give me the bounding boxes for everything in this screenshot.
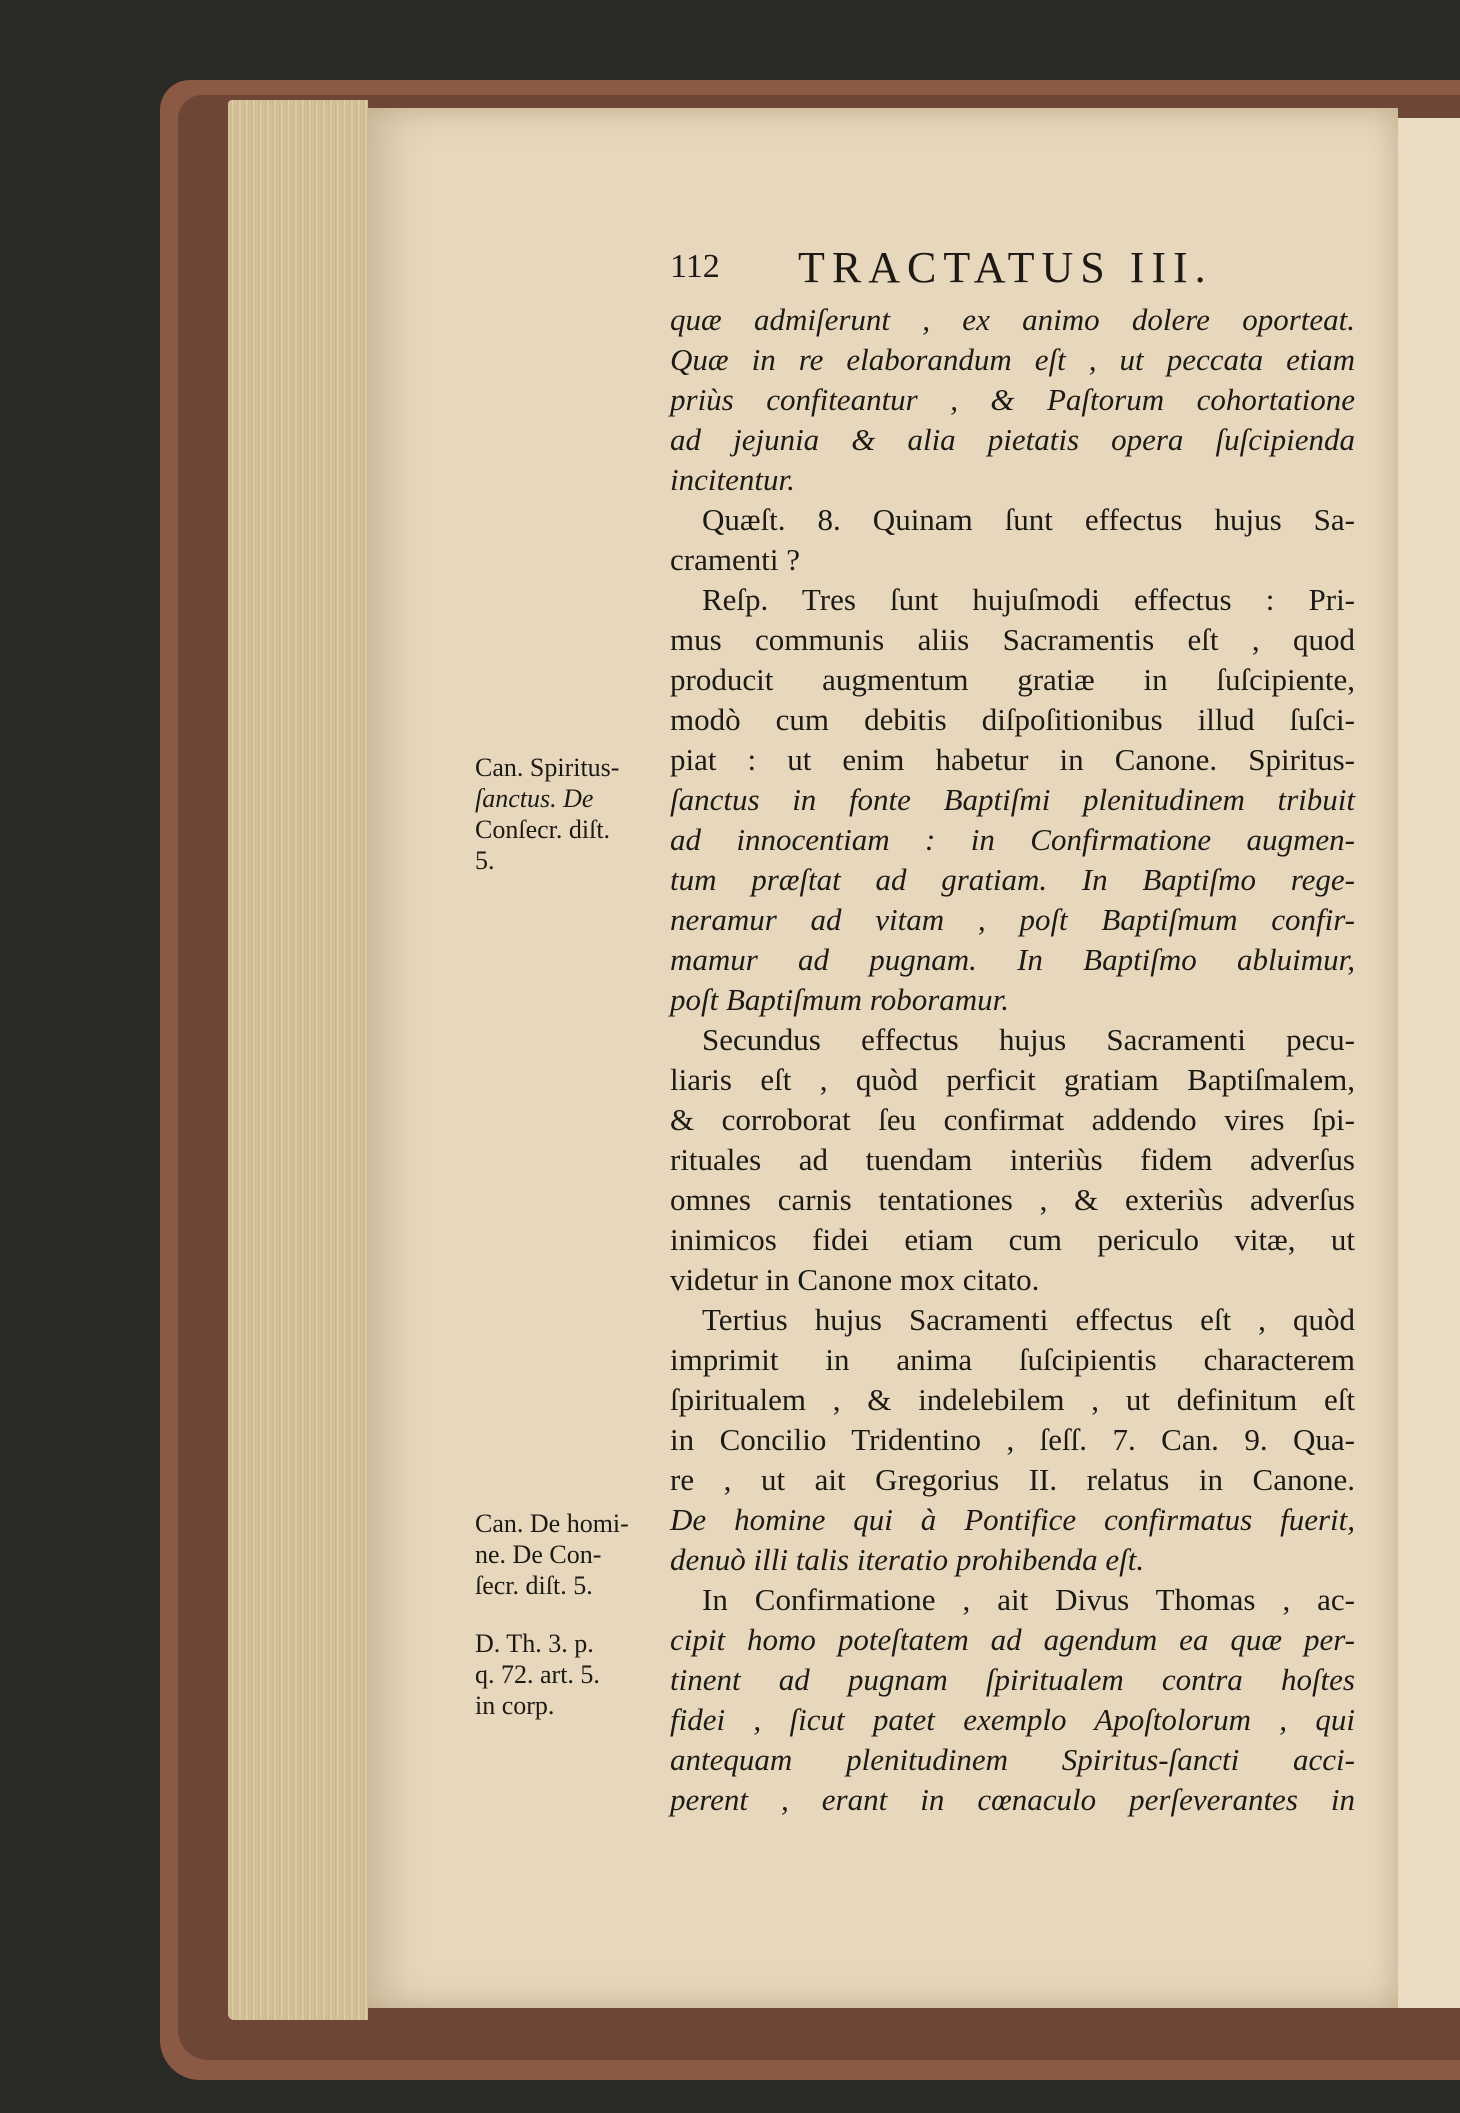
text-line: ſpiritualem , & indelebilem , ut definitum eſt <box>670 1382 1355 1417</box>
text-line: perent , erant in cœnaculo perſeverantes in <box>670 1782 1355 1817</box>
text-line: ſanctus in fonte Baptiſmi plenitudinem tribuit <box>670 782 1355 817</box>
margin-note-line: ne. De Con- <box>475 1540 602 1569</box>
text-line: modò cum debitis diſpoſitionibus illud ſuſci- <box>670 702 1355 737</box>
text-line: piat : ut enim habetur in Canone. Spiritus- <box>670 742 1355 777</box>
text-line: priùs confiteantur , & Paſtorum cohortatione <box>670 382 1355 417</box>
margin-note-line: D. Th. 3. p. <box>475 1629 594 1658</box>
text-line: inimicos fidei etiam cum periculo vitæ, ut <box>670 1222 1355 1257</box>
text-line: producit augmentum gratiæ in ſuſcipiente, <box>670 662 1355 697</box>
page-number: 112 <box>670 248 720 285</box>
margin-note-line: Can. De homi- <box>475 1509 629 1538</box>
page-edges <box>228 100 368 2020</box>
text-line: denuò illi talis iteratio prohibenda eſt. <box>670 1542 1145 1577</box>
text-line: imprimit in anima ſuſcipientis characterem <box>670 1342 1355 1377</box>
margin-note-line: 5. <box>475 846 495 875</box>
margin-note-line: q. 72. art. 5. <box>475 1660 600 1689</box>
text-line: Quæ in re elaborandum eſt , ut peccata etiam <box>670 342 1355 377</box>
text-line: tum præſtat ad gratiam. In Baptiſmo rege- <box>670 862 1355 897</box>
text-line: Secundus effectus hujus Sacramenti pecu- <box>702 1022 1355 1057</box>
facing-page-edge <box>1392 118 1460 2008</box>
text-line: rituales ad tuendam interiùs fidem adverſus <box>670 1142 1355 1177</box>
margin-note <box>475 1628 665 1721</box>
text-line: fidei , ſicut patet exemplo Apoſtolorum , qui <box>670 1702 1355 1737</box>
text-line: omnes carnis tentationes , & exteriùs adverſus <box>670 1182 1355 1217</box>
text-line: mus communis aliis Sacramentis eſt , quod <box>670 622 1355 657</box>
margin-note-line: Can. Spiritus- <box>475 753 620 782</box>
text-line: ad innocentiam : in Confirmatione augmen- <box>670 822 1355 857</box>
text-line: videtur in Canone mox citato. <box>670 1262 1040 1297</box>
text-line: quæ admiſerunt , ex animo dolere oporteat. <box>670 302 1355 337</box>
text-line: poſt Baptiſmum roboramur. <box>670 982 1010 1017</box>
text-line: cramenti ? <box>670 542 800 577</box>
text-line: mamur ad pugnam. In Baptiſmo abluimur, <box>670 942 1355 977</box>
text-line: incitentur. <box>670 462 795 497</box>
text-line: De homine qui à Pontifice confirmatus fuerit, <box>670 1502 1355 1537</box>
text-line: ad jejunia & alia pietatis opera ſuſcipienda <box>670 422 1355 457</box>
text-line: cipit homo poteſtatem ad agendum ea quæ per- <box>670 1622 1355 1657</box>
text-line: re , ut ait Gregorius II. relatus in Canone. <box>670 1462 1355 1497</box>
running-title: TRACTATUS III. <box>798 243 1213 292</box>
text-line: in Concilio Tridentino , ſeſſ. 7. Can. 9. Qua- <box>670 1422 1355 1457</box>
margin-note <box>475 1508 665 1601</box>
text-line: & corroborat ſeu confirmat addendo vires ſpi- <box>670 1102 1355 1137</box>
text-line: Reſp. Tres ſunt hujuſmodi effectus : Pri- <box>702 582 1355 617</box>
text-line: neramur ad vitam , poſt Baptiſmum confir- <box>670 902 1355 937</box>
margin-note <box>475 752 665 876</box>
text-line: Tertius hujus Sacramenti effectus eſt , quòd <box>702 1302 1355 1337</box>
margin-note-line: Conſecr. diſt. <box>475 815 611 844</box>
margin-note-line: ſecr. diſt. 5. <box>475 1571 593 1600</box>
margin-note-line: in corp. <box>475 1691 555 1720</box>
text-line: tinent ad pugnam ſpiritualem contra hoſtes <box>670 1662 1355 1697</box>
margin-note-line: ſanctus. De <box>475 784 594 813</box>
text-line: antequam plenitudinem Spiritus-ſancti acci- <box>670 1742 1355 1777</box>
text-line: In Confirmatione , ait Divus Thomas , ac- <box>702 1582 1355 1617</box>
text-line: liaris eſt , quòd perficit gratiam Baptiſmalem, <box>670 1062 1355 1097</box>
text-line: Quæſt. 8. Quinam ſunt effectus hujus Sa- <box>702 502 1355 537</box>
